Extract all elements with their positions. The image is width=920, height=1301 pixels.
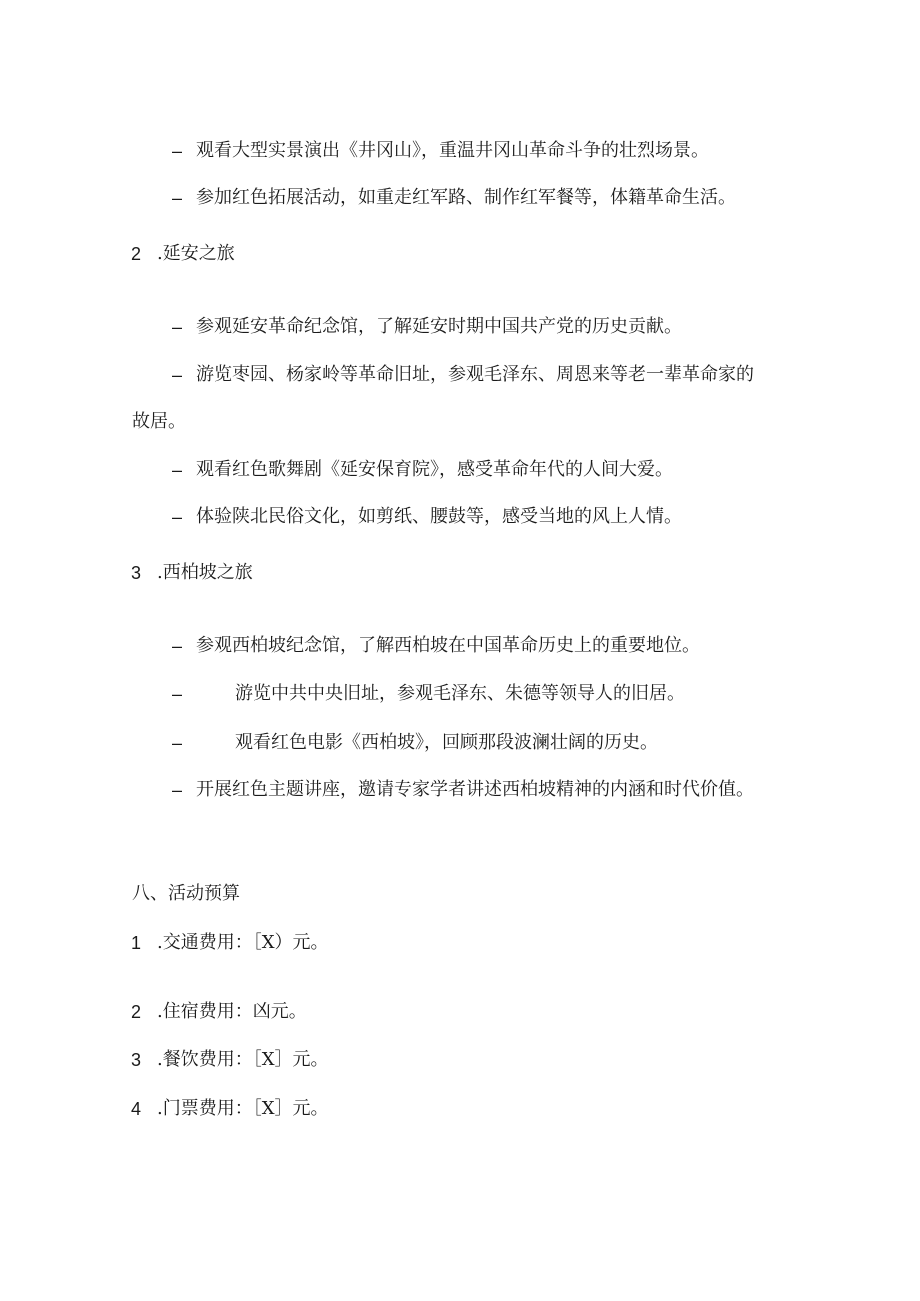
- list-item-continuation: 故居。: [132, 411, 186, 432]
- list-item: 观看红色歌舞剧《延安保育院》，感受革命年代的人间大爱。: [196, 459, 673, 480]
- list-item: 观看大型实景演出《井冈山》，重温井冈山革命斗争的壮烈场景。: [196, 140, 709, 161]
- list-item: 游览中共中央旧址，参观毛泽东、朱德等领导人的旧居。: [235, 683, 685, 704]
- section-title: .西柏坡之旅: [157, 562, 253, 583]
- bullet-dash: –: [172, 460, 183, 480]
- bullet-dash: –: [172, 188, 183, 208]
- bullet-dash: –: [172, 507, 183, 527]
- budget-item: .交通费用：［X）元。: [157, 932, 329, 953]
- bullet-dash: –: [172, 141, 183, 161]
- budget-number: 1: [131, 933, 142, 953]
- list-item: 参加红色拓展活动，如重走红军路、制作红军餐等，体籍革命生活。: [196, 187, 736, 208]
- list-item: 参观西柏坡纪念馆，了解西柏坡在中国革命历史上的重要地位。: [196, 635, 700, 656]
- bullet-dash: –: [172, 733, 183, 753]
- bullet-dash: –: [172, 636, 183, 656]
- bullet-dash: –: [172, 780, 183, 800]
- list-item: 开展红色主题讲座，邀请专家学者讲述西柏坡精神的内涵和时代价值。: [196, 779, 754, 800]
- section-number: 2: [131, 244, 142, 264]
- list-item: 体验陕北民俗文化，如剪纸、腰鼓等，感受当地的风上人情。: [196, 506, 682, 527]
- bullet-dash: –: [172, 684, 183, 704]
- section-number: 3: [131, 563, 142, 583]
- budget-number: 4: [131, 1099, 142, 1119]
- budget-number: 2: [131, 1002, 142, 1022]
- bullet-dash: –: [172, 365, 183, 385]
- list-item: 游览枣园、杨家岭等革命旧址，参观毛泽东、周恩来等老一辈革命家的: [196, 364, 754, 385]
- budget-item: .住宿费用：凶元。: [157, 1001, 307, 1022]
- list-item: 参观延安革命纪念馆，了解延安时期中国共产党的历史贡献。: [196, 316, 682, 337]
- section-heading-budget: 八、活动预算: [132, 883, 240, 904]
- bullet-dash: –: [172, 317, 183, 337]
- list-item: 观看红色电影《西柏坡》，回顾那段波澜壮阔的历史。: [235, 732, 658, 753]
- budget-number: 3: [131, 1050, 142, 1070]
- section-title: .延安之旅: [157, 243, 235, 264]
- budget-item: .门票费用：［X］元。: [157, 1098, 329, 1119]
- budget-item: .餐饮费用：［X］元。: [157, 1049, 329, 1070]
